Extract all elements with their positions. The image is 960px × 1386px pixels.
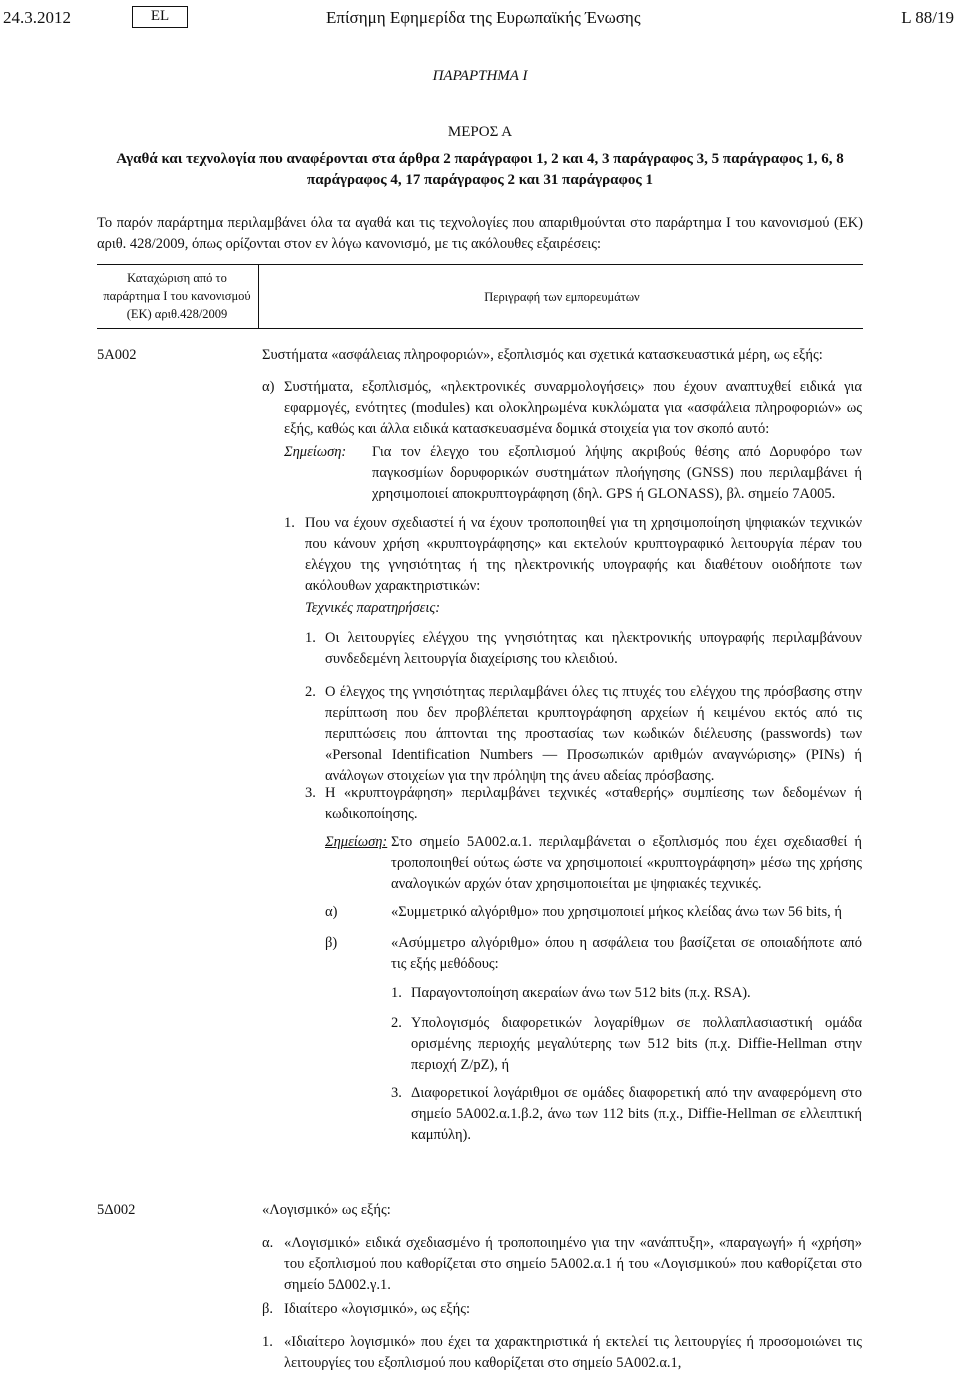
list-item-label: 3.	[305, 785, 316, 801]
list-item-label: 2.	[391, 1015, 402, 1031]
note-text: Στο σημείο 5Α002.α.1. περιλαμβάνεται ο εξοπλισμός που έχει σχεδιασθεί ή τροποποιηθεί ούτως ώστε να χρησιμοποιεί «κρυπτογράφηση» μέσω της χρήσης αναλογικών αρχών όταν χρησιμοποιείται με ψηφιακές τεχνικές.	[391, 834, 862, 892]
entry-title: Συστήματα «ασφάλειας πληροφοριών», εξοπλισμός και σχετικά κατασκευαστικά μέρη, ως εξής:	[262, 347, 823, 363]
list-item-text: «Ασύμμετρο αλγόριθμο» όπου η ασφάλεια του βασίζεται σε οποιαδήποτε από τις εξής μεθόδους:	[391, 935, 862, 972]
list-item-text: Οι λειτουργίες ελέγχου της γνησιότητας και ηλεκτρονικής υπογραφής περιλαμβάνουν συνδεδεμένη λειτουργία διαχείρισης του κλειδιού.	[325, 630, 862, 667]
note-label: Σημείωση:	[284, 444, 347, 460]
list-item-label: α)	[325, 904, 338, 920]
item-text: «Ιδιαίτερο λογισμικό» που έχει τα χαρακτηριστικά ή εκτελεί τις λειτουργίες ή προσομοιώνει τις λειτουργίες του εξοπλισμού που καθορίζεται στο σημείο 5Α002.α.1,	[284, 1334, 862, 1371]
annex-title: ΠΑΡΑΡΤΗΜΑ I	[432, 68, 528, 84]
list-item-label: 1.	[391, 985, 402, 1001]
list-item-label: 2.	[305, 684, 316, 700]
list-item-label: 1.	[305, 630, 316, 646]
part-title: ΜΕΡΟΣ Α	[447, 124, 513, 140]
entry-code: 5Δ002	[97, 1202, 136, 1218]
intro-paragraph: Το παρόν παράρτημα περιλαμβάνει όλα τα αγαθά και τις τεχνολογίες που απαριθμούνται στο παράρτημα I του κανονισμού (ΕΚ) αριθ. 428/2009, όπως ορίζονται στον εν λόγω κανονισμό, με τις ακόλουθες εξαιρέσεις:	[97, 215, 863, 252]
item-label: 1.	[284, 515, 295, 531]
list-item-text: Διαφορετικοί λογάριθμοι σε ομάδες διαφορετική από την αναφερόμενη στο σημείο 5Α002.α.1.β.2, άνω των 112 bits (π.χ., Diffie-Hellman σε ελλειπτική καμπύλη).	[411, 1085, 862, 1143]
list-item-text: Υπολογισμός διαφορετικών λογαρίθμων σε πολλαπλασιαστική ομάδα ορισμένης περιοχής μεγαλύτερης των 512 bits (π.χ. Diffie-Hellman στην περιοχή Z/pZ), ή	[411, 1015, 862, 1073]
list-item-text: Ο έλεγχος της γνησιότητας περιλαμβάνει όλες τις πτυχές του ελέγχου της πρόσβασης στην περίπτωση που δεν προβλέπεται κρυπτογράφηση αρχείων ή κειμένου εκτός από τις περιπτώσεις που άπτονται της προστασίας των κωδικών διέλευσης (passwords) των «Personal Identification Numbers — Προσωπικών αριθμών αναγνώρισης» (PINs) ή ανάλογων στοιχείων για την πρόληψη της άνευ αδείας πρόσβασης.	[325, 684, 862, 784]
tech-notes-title: Τεχνικές παρατηρήσεις:	[305, 600, 441, 616]
item-label: α)	[262, 379, 275, 395]
entry-code: 5A002	[97, 347, 137, 363]
part-heading: Αγαθά και τεχνολογία που αναφέρονται στα άρθρα 2 παράγραφοι 1, 2 και 4, 3 παράγραφος 3, 5 παράγραφος 1, 6, 8 παράγραφος 4, 17 παράγραφος 2 και 31 παράγραφος 1	[116, 151, 844, 188]
item-label: 1.	[262, 1334, 273, 1350]
item-label: α.	[262, 1235, 274, 1251]
item-text: Που να έχουν σχεδιαστεί ή να έχουν τροποποιηθεί για τη χρησιμοποίηση ψηφιακών τεχνικών που κάνουν χρήση «κρυπτογράφησης» και εκτελούν κρυπτογραφικό λειτουργία πέραν του ελέγχου της γνησιότητας ή της ηλεκτρονικής υπογραφής και διαθέτουν οιοδήποτε των ακόλουθων χαρακτηριστικών:	[305, 515, 862, 594]
list-item-label: 3.	[391, 1085, 402, 1101]
item-label: β.	[262, 1301, 274, 1317]
note-label: Σημείωση:	[325, 834, 388, 850]
publication-date: 24.3.2012	[3, 8, 71, 27]
list-item-text: Παραγοντοποίηση ακεραίων άνω των 512 bits (π.χ. RSA).	[411, 985, 751, 1001]
list-item-text: Η «κρυπτογράφηση» περιλαμβάνει τεχνικές «σταθερής» συμπίεσης των δεδομένων ή κωδικοποίησης.	[325, 785, 862, 822]
note-text: Για τον έλεγχο του εξοπλισμού λήψης ακριβούς θέσης από Δορυφόρο των παγκοσμίων δορυφορικών συστημάτων πλοήγησης (GNSS) που περιλαμβάνει ή χρησιμοποιεί αποκρυπτογράφηση (δηλ. GPS ή GLONASS), βλ. σημείο 7Α005.	[372, 444, 862, 502]
table-top-rule	[97, 264, 863, 265]
item-text: «Λογισμικό» ειδικά σχεδιασμένο ή τροποποιημένο για την «ανάπτυξη», «παραγωγή» ή «χρήση» του εξοπλισμού που καθορίζεται στο σημείο 5Α002.α.1 ή του «Λογισμικού» που καθορίζεται στο σημείο 5Δ002.γ.1.	[284, 1235, 862, 1293]
item-text: Ιδιαίτερο «λογισμικό», ως εξής:	[284, 1301, 470, 1317]
list-item-label: β)	[325, 935, 338, 951]
page-header	[0, 6, 960, 34]
journal-title: Επίσημη Εφημερίδα της Ευρωπαϊκής Ένωσης	[326, 8, 641, 27]
list-item-text: «Συμμετρικό αλγόριθμο» που χρησιμοποιεί μήκος κλείδας άνω των 56 bits, ή	[391, 904, 842, 920]
page-number: L 88/19	[901, 8, 954, 27]
entry-title: «Λογισμικό» ως εξής:	[262, 1202, 391, 1218]
item-text: Συστήματα, εξοπλισμός, «ηλεκτρονικές συναρμολογήσεις» που έχουν αναπτυχθεί ειδικά για εφαρμογές, ενότητες (modules) και ολοκληρωμένα κυκλώματα για «ασφάλεια πληροφοριών» ως εξής, καθώς και άλλα ειδικά κατασκευασμένα δομικά στοιχεία για τον σκοπό αυτό:	[284, 379, 862, 437]
table-header-entry: Καταχώριση από το παράρτημα I του κανονισμού (ΕΚ) αριθ.428/2009	[103, 271, 251, 321]
language-badge: EL	[132, 6, 188, 28]
table-header-rule	[97, 328, 863, 329]
table-header-description: Περιγραφή των εμπορευμάτων	[484, 290, 640, 304]
table-column-divider	[258, 264, 259, 328]
